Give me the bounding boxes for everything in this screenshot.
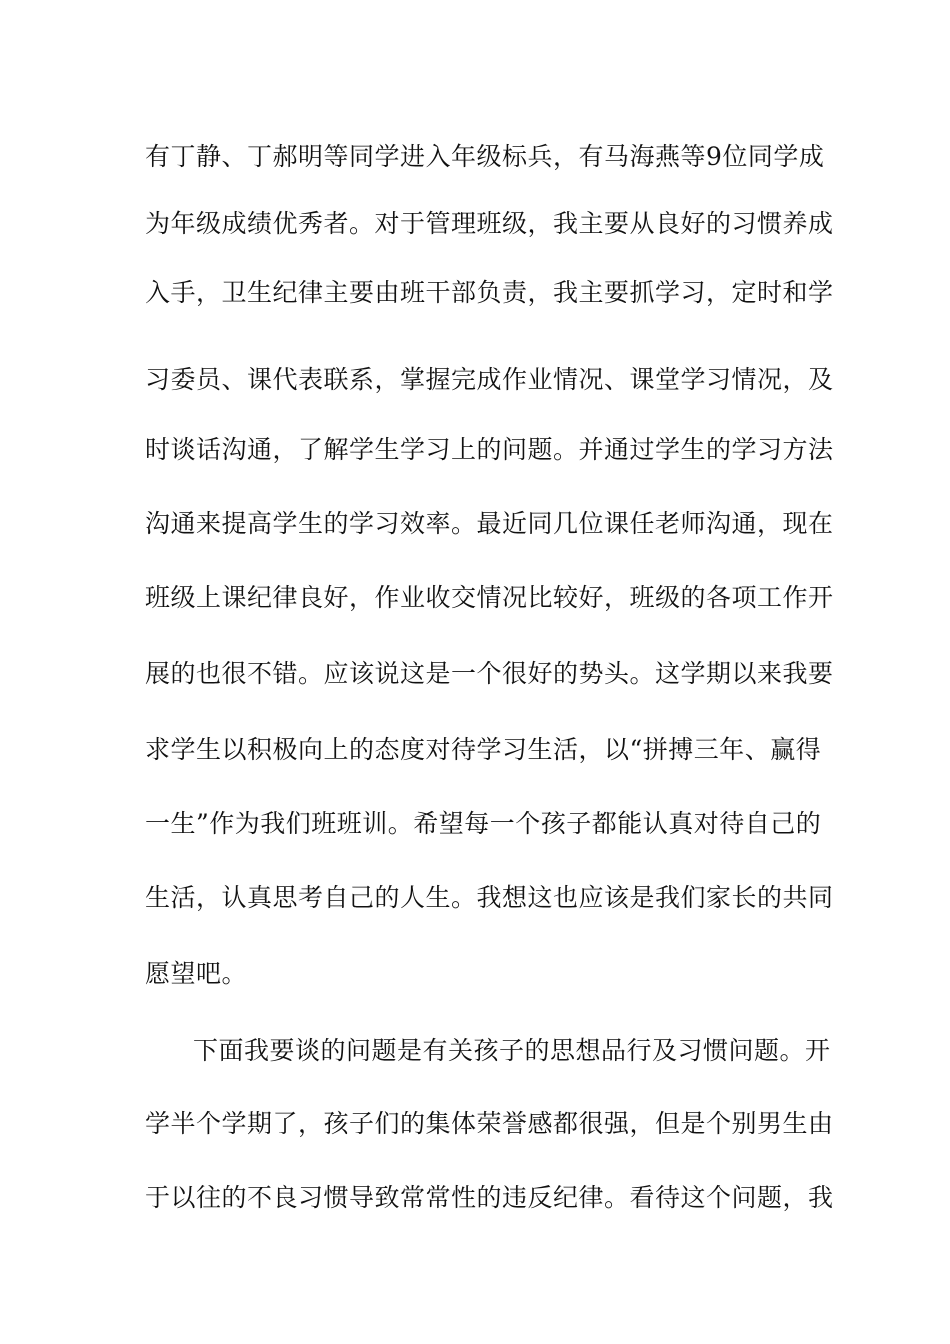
text-line: 一生”作为我们班班训。希望每一个孩子都能认真对待自己的 xyxy=(145,809,822,838)
text-line: 有丁静、丁郝明等同学进入年级标兵，有马海燕等9位同学成 xyxy=(145,142,825,171)
text-line: 沟通来提高学生的学习效率。最近同几位课任老师沟通，现在 xyxy=(145,509,834,538)
text-line: 学半个学期了，孩子们的集体荣誉感都很强，但是个别男生由 xyxy=(145,1109,834,1138)
text-line: 习委员、课代表联系，掌握完成作业情况、课堂学习情况，及 xyxy=(145,365,834,394)
text-line: 于以往的不良习惯导致常常性的违反纪律。看待这个问题，我 xyxy=(145,1183,834,1212)
paragraph-first-line: 下面我要谈的问题是有关孩子的思想品行及习惯问题。开 xyxy=(193,1036,831,1065)
text-line: 愿望吧。 xyxy=(145,959,248,988)
text-line: 为年级成绩优秀者。对于管理班级，我主要从良好的习惯养成 xyxy=(145,209,834,238)
text-line: 展的也很不错。应该说这是一个很好的势头。这学期以来我要 xyxy=(145,659,834,688)
text-line: 班级上课纪律良好，作业收交情况比较好，班级的各项工作开 xyxy=(145,583,834,612)
text-line: 生活，认真思考自己的人生。我想这也应该是我们家长的共同 xyxy=(145,883,834,912)
text-line: 入手，卫生纪律主要由班干部负责，我主要抓学习，定时和学 xyxy=(145,278,834,307)
text-line: 求学生以积极向上的态度对待学习生活，以“拼搏三年、赢得 xyxy=(145,735,822,764)
text-line: 时谈话沟通，了解学生学习上的问题。并通过学生的学习方法 xyxy=(145,435,834,464)
